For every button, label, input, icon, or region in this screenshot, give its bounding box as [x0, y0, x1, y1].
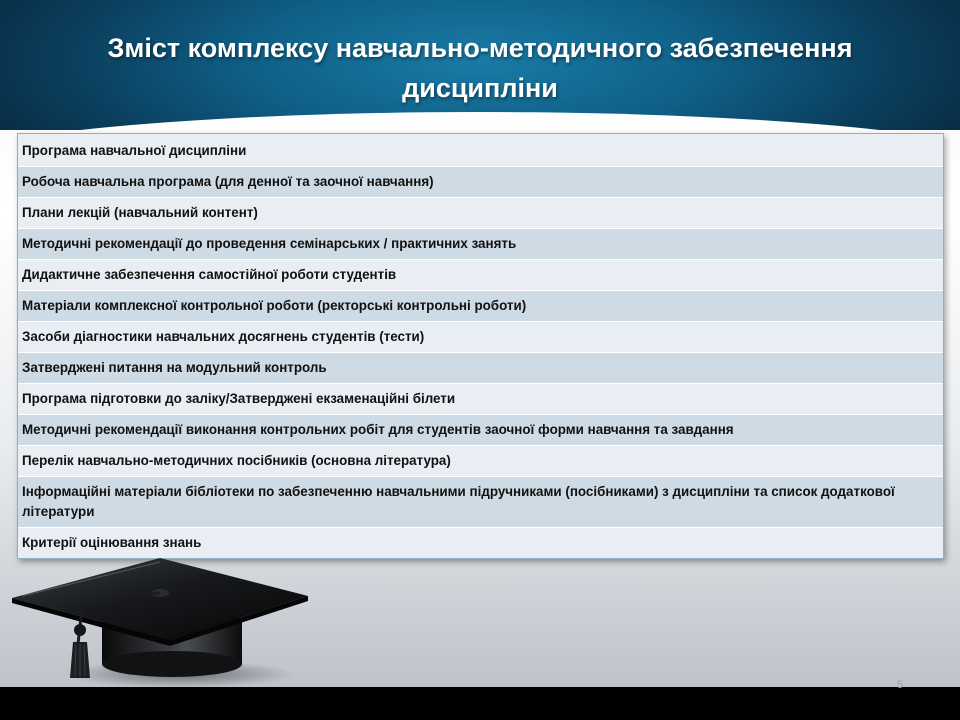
table-row: Перелік навчально-методичних посібників (основна література) — [18, 445, 943, 476]
table-row: Затверджені питання на модульний контроль — [18, 352, 943, 383]
title-line-2: дисципліни — [402, 73, 558, 103]
page-title — [40, 28, 920, 108]
table-row: Методичні рекомендації до проведення семінарських / практичних занять — [18, 228, 943, 259]
table-row: Критерії оцінювання знань — [18, 527, 943, 558]
table-row: Плани лекцій (навчальний контент) — [18, 197, 943, 228]
header-curve — [0, 112, 960, 130]
table-row: Засоби діагностики навчальних досягнень студентів (тести) — [18, 321, 943, 352]
page-number: 5 — [896, 679, 904, 691]
table-row: Дидактичне забезпечення самостійної роботи студентів — [18, 259, 943, 290]
graduation-cap-icon — [10, 556, 310, 691]
content-table — [17, 133, 944, 559]
table-row: Робоча навчальна програма (для денної та заочної навчання) — [18, 166, 943, 197]
table-row: Програма навчальної дисципліни — [18, 134, 943, 166]
title-line-1: Зміст комплексу навчально-методичного забезпечення — [107, 33, 853, 63]
table-row: Матеріали комплексної контрольної роботи (ректорські контрольні роботи) — [18, 290, 943, 321]
bottom-bar — [0, 687, 960, 720]
table-row: Програма підготовки до заліку/Затверджені екзаменаційні білети — [18, 383, 943, 414]
table-row: Методичні рекомендації виконання контрольних робіт для студентів заочної форми навчання та завдання — [18, 414, 943, 445]
table-row: Інформаційні матеріали бібліотеки по забезпеченню навчальними підручниками (посібниками) з дисципліни та список додаткової літератури — [18, 476, 943, 527]
